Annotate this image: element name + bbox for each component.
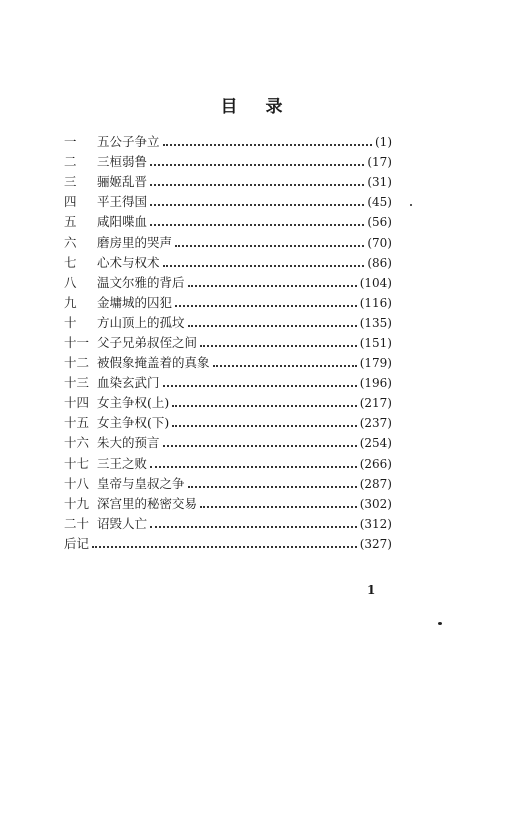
dot-leader xyxy=(175,235,364,247)
page-reference: (151) xyxy=(359,335,392,350)
dot-leader xyxy=(188,476,357,488)
page-title xyxy=(0,92,505,117)
toc-entry-afterword xyxy=(64,534,392,554)
chapter-number: 十七 xyxy=(64,455,90,471)
dot-leader xyxy=(188,275,357,287)
dot-leader xyxy=(150,456,357,468)
table-of-contents xyxy=(64,132,392,554)
print-speck xyxy=(410,204,412,206)
chapter-title: 深宫里的秘密交易 xyxy=(97,495,198,511)
chapter-title: 父子兄弟叔侄之间 xyxy=(97,334,198,350)
chapter-title: 温文尔雅的背后 xyxy=(97,274,185,290)
dot-leader xyxy=(188,315,357,327)
dot-leader xyxy=(150,174,364,186)
chapter-number: 十四 xyxy=(64,395,90,411)
toc-entry xyxy=(64,212,392,232)
chapter-title: 咸阳喋血 xyxy=(97,214,148,230)
page-reference: (135) xyxy=(359,315,392,330)
toc-entry xyxy=(64,353,392,373)
dot-leader xyxy=(213,355,357,367)
page-reference: (237) xyxy=(359,416,392,431)
chapter-title: 女主争权(上) xyxy=(97,395,170,411)
page-reference: (70) xyxy=(367,235,392,250)
chapter-title: 心术与权术 xyxy=(97,254,160,270)
dot-leader xyxy=(175,295,357,307)
chapter-title: 女主争权(下) xyxy=(97,415,170,431)
chapter-title: 朱大的预言 xyxy=(97,435,160,451)
page-reference: (287) xyxy=(359,476,392,491)
page-reference: (31) xyxy=(367,175,392,190)
toc-entry xyxy=(64,393,392,413)
dot-leader xyxy=(92,536,357,548)
chapter-number: 七 xyxy=(64,254,77,270)
dot-leader xyxy=(200,496,357,508)
dot-leader xyxy=(200,335,357,347)
toc-entry xyxy=(64,514,392,534)
dot-leader xyxy=(163,134,372,146)
toc-entry xyxy=(64,293,392,313)
page-reference: (45) xyxy=(367,195,392,210)
chapter-title: 三桓弱鲁 xyxy=(97,154,148,170)
chapter-number: 二十 xyxy=(64,515,90,531)
page-number: 1 xyxy=(367,583,376,597)
page-title-char-1: 目 xyxy=(220,97,240,117)
chapter-title: 平王得国 xyxy=(97,194,148,210)
chapter-number: 十六 xyxy=(64,435,90,451)
page-reference: (17) xyxy=(367,155,392,170)
toc-entry xyxy=(64,454,392,474)
dot-leader xyxy=(172,415,356,427)
dot-leader xyxy=(150,154,364,166)
page-reference: (1) xyxy=(375,135,392,150)
chapter-number: 五 xyxy=(64,214,77,230)
dot-leader xyxy=(163,435,357,447)
page-reference: (86) xyxy=(367,255,392,270)
chapter-number: 十二 xyxy=(64,355,90,371)
toc-entry xyxy=(64,192,392,212)
chapter-title: 金墉城的囚犯 xyxy=(97,294,173,310)
toc-entry xyxy=(64,433,392,453)
chapter-title: 皇帝与皇叔之争 xyxy=(97,475,185,491)
page-reference: (179) xyxy=(359,356,392,371)
page-reference: (116) xyxy=(359,295,392,310)
toc-entry xyxy=(64,232,392,252)
dot-leader xyxy=(163,255,365,267)
chapter-number: 十三 xyxy=(64,375,90,391)
toc-entry xyxy=(64,132,392,152)
page-reference: (104) xyxy=(359,275,392,290)
toc-entry xyxy=(64,474,392,494)
toc-entry xyxy=(64,172,392,192)
chapter-title: 被假象掩盖着的真象 xyxy=(97,355,210,371)
page-reference: (196) xyxy=(359,376,392,391)
toc-entry xyxy=(64,494,392,514)
chapter-title: 诏毁人亡 xyxy=(97,515,148,531)
chapter-number: 八 xyxy=(64,274,77,290)
toc-entry xyxy=(64,253,392,273)
toc-entry xyxy=(64,373,392,393)
toc-entry xyxy=(64,273,392,293)
page-reference: (312) xyxy=(359,516,392,531)
page-reference: (302) xyxy=(359,496,392,511)
page-reference: (266) xyxy=(359,456,392,471)
chapter-number: 四 xyxy=(64,194,77,210)
chapter-number: 九 xyxy=(64,294,77,310)
chapter-title: 后记 xyxy=(64,535,90,551)
chapter-title: 五公子争立 xyxy=(97,134,160,150)
page-reference: (217) xyxy=(359,396,392,411)
toc-entry xyxy=(64,313,392,333)
page-reference: (56) xyxy=(367,215,392,230)
dot-leader xyxy=(150,194,364,206)
chapter-number: 十 xyxy=(64,314,77,330)
dot-leader xyxy=(150,516,357,528)
toc-entry xyxy=(64,413,392,433)
print-speck xyxy=(438,622,442,625)
chapter-number: 十五 xyxy=(64,415,90,431)
chapter-title: 骊姬乱晋 xyxy=(97,174,148,190)
chapter-title: 三王之败 xyxy=(97,455,148,471)
chapter-number: 十九 xyxy=(64,495,90,511)
chapter-number: 二 xyxy=(64,154,77,170)
chapter-number: 六 xyxy=(64,234,77,250)
page-title-char-2: 录 xyxy=(265,97,285,117)
chapter-number: 十八 xyxy=(64,475,90,491)
dot-leader xyxy=(172,395,356,407)
page-reference: (327) xyxy=(359,536,392,551)
chapter-title: 血染玄武门 xyxy=(97,375,160,391)
chapter-title: 磨房里的哭声 xyxy=(97,234,173,250)
chapter-title: 方山顶上的孤坟 xyxy=(97,314,185,330)
toc-entry xyxy=(64,333,392,353)
chapter-number: 十一 xyxy=(64,334,90,350)
page-reference: (254) xyxy=(359,436,392,451)
dot-leader xyxy=(163,375,357,387)
chapter-number: 一 xyxy=(64,134,77,150)
chapter-number: 三 xyxy=(64,174,77,190)
dot-leader xyxy=(150,214,364,226)
toc-entry xyxy=(64,152,392,172)
